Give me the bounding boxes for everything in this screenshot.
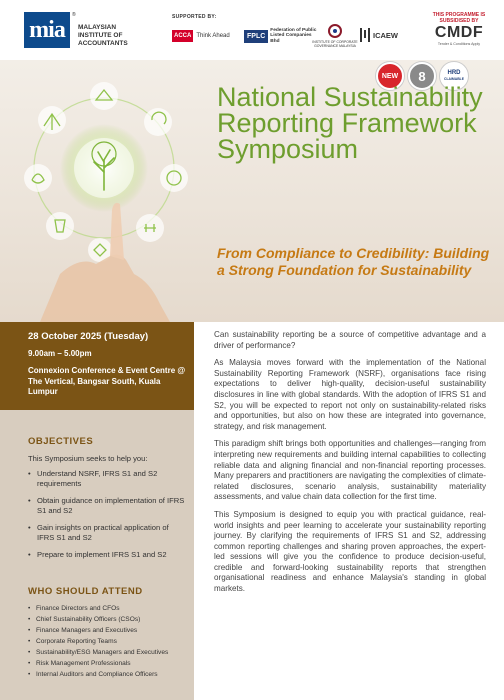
new-badge: NEW (376, 62, 404, 90)
list-item: • Finance Directors and CFOs (28, 603, 190, 614)
sustainability-hand-illustration (0, 60, 240, 322)
page-title: National Sustainability Reporting Framework Symposium (217, 82, 483, 164)
mia-name: MALAYSIAN INSTITUTE OF ACCOUNTANTS (78, 24, 128, 47)
objectives-intro: This Symposium seeks to help you: (28, 454, 148, 463)
objectives-heading: OBJECTIVES (28, 436, 94, 447)
fplc-logo (244, 28, 320, 44)
left-panel (0, 410, 194, 700)
cmdf-subsidy-label: THIS PROGRAMME IS SUBSIDISED BY (432, 12, 486, 24)
event-time: 9.00am – 5.00pm (28, 349, 92, 358)
list-item: • Gain insights on practical application of IFRS S1 and S2 (28, 523, 188, 543)
acca-logo (172, 30, 230, 42)
fplc-mark: FPLC (244, 30, 268, 43)
list-item: • Sustainability/ESG Managers and Executives (28, 647, 190, 658)
icaew-logo (360, 28, 398, 42)
event-date: 28 October 2025 (Tuesday) (28, 331, 149, 342)
list-item: • Obtain guidance on implementation of IFRS S1 and S2 (28, 496, 188, 516)
hand-shape (40, 255, 170, 322)
body-text (214, 330, 486, 602)
list-item: • Corporate Reporting Teams (28, 636, 190, 647)
cpe-hours-badge: 8 (408, 62, 436, 90)
attend-list (28, 603, 190, 680)
list-item: • Chief Sustainability Officers (CSOs) (28, 614, 190, 625)
cmdf-logo: CMDF (434, 24, 484, 41)
event-venue: Connexion Conference & Event Centre @ The Vertical, Bangsar South, Kuala Lumpur (28, 366, 186, 396)
list-item: • Risk Management Professionals (28, 658, 190, 669)
list-item: • Finance Managers and Executives (28, 625, 190, 636)
supported-by-label: SUPPORTED BY: (172, 14, 217, 20)
acca-tagline: Think Ahead (196, 33, 230, 39)
iacg-emblem-icon (328, 24, 342, 38)
list-item: • Understand NSRF, IFRS S1 and S2 requirements (28, 469, 188, 489)
mia-registered-mark: ® (72, 12, 76, 18)
iacg-logo (312, 24, 358, 48)
list-item: • Internal Auditors and Compliance Officers (28, 669, 190, 680)
icaew-name: ICAEW (373, 30, 398, 40)
page-subtitle: From Compliance to Credibility: Building a Strong Foundation for Sustainability (217, 245, 490, 278)
mia-logo: mia (24, 12, 70, 48)
body-paragraph: This Symposium is designed to equip you with practical guidance, real-world insights and peer learning to accelerate your sustainability reporting journey. By clarifying the requirements of IFRS S1 and S2, addressing common reporting challenges and sharing proven approaches, the expert-led sessions will give you the confidence to produce decision-useful, credible and forward-looking sustainability reports that strengthen organisational readiness and enhance Malaysia's standing in global markets. (214, 509, 486, 594)
hero-banner (0, 60, 504, 322)
list-item: • Prepare to implement IFRS S1 and S2 (28, 550, 188, 560)
cmdf-subsidy (420, 12, 498, 46)
body-paragraph: Can sustainability reporting be a source of competitive advantage and a driver of performance? (214, 330, 486, 350)
cmdf-terms: Tender & Conditions Apply (437, 42, 481, 46)
fplc-name: Federation of Public Listed Companies Bhd (270, 28, 317, 44)
iacg-name: INSTITUTE OF CORPORATE GOVERNANCE MALAYSIA (312, 40, 358, 48)
header (0, 0, 504, 60)
hrd-badge-top: HRD (447, 70, 461, 76)
attend-heading: WHO SHOULD ATTEND (28, 586, 143, 597)
icaew-emblem-icon (360, 28, 370, 42)
objectives-list (28, 469, 188, 567)
body-paragraph: This paradigm shift brings both opportunities and challenges—ranging from interpreting new requirements and building internal capabilities to collecting reliable data and aligning financial and non-financial reporting processes. Many preparers and practitioners are navigating the complexities of climate-related disclosures, scenario analysis, sustainability materiality assessments, and value chain data collection for the first time. (214, 439, 486, 502)
acca-mark: ACCA (172, 30, 193, 42)
hrd-badge-bottom: CLAIMABLE (444, 77, 464, 81)
event-details (0, 322, 194, 410)
body-paragraph: As Malaysia moves forward with the implementation of the National Sustainability Reporting Framework (NSRF), organisations face rising expectations to deliver high-quality, decision-useful sustainability disclosures in line with global standards. With the adoption of IFRS S1 and S2, you will be expected to report not only on sustainability-related risks and opportunities, but also on how these are integrated into governance, strategy, and risk management. (214, 358, 486, 431)
